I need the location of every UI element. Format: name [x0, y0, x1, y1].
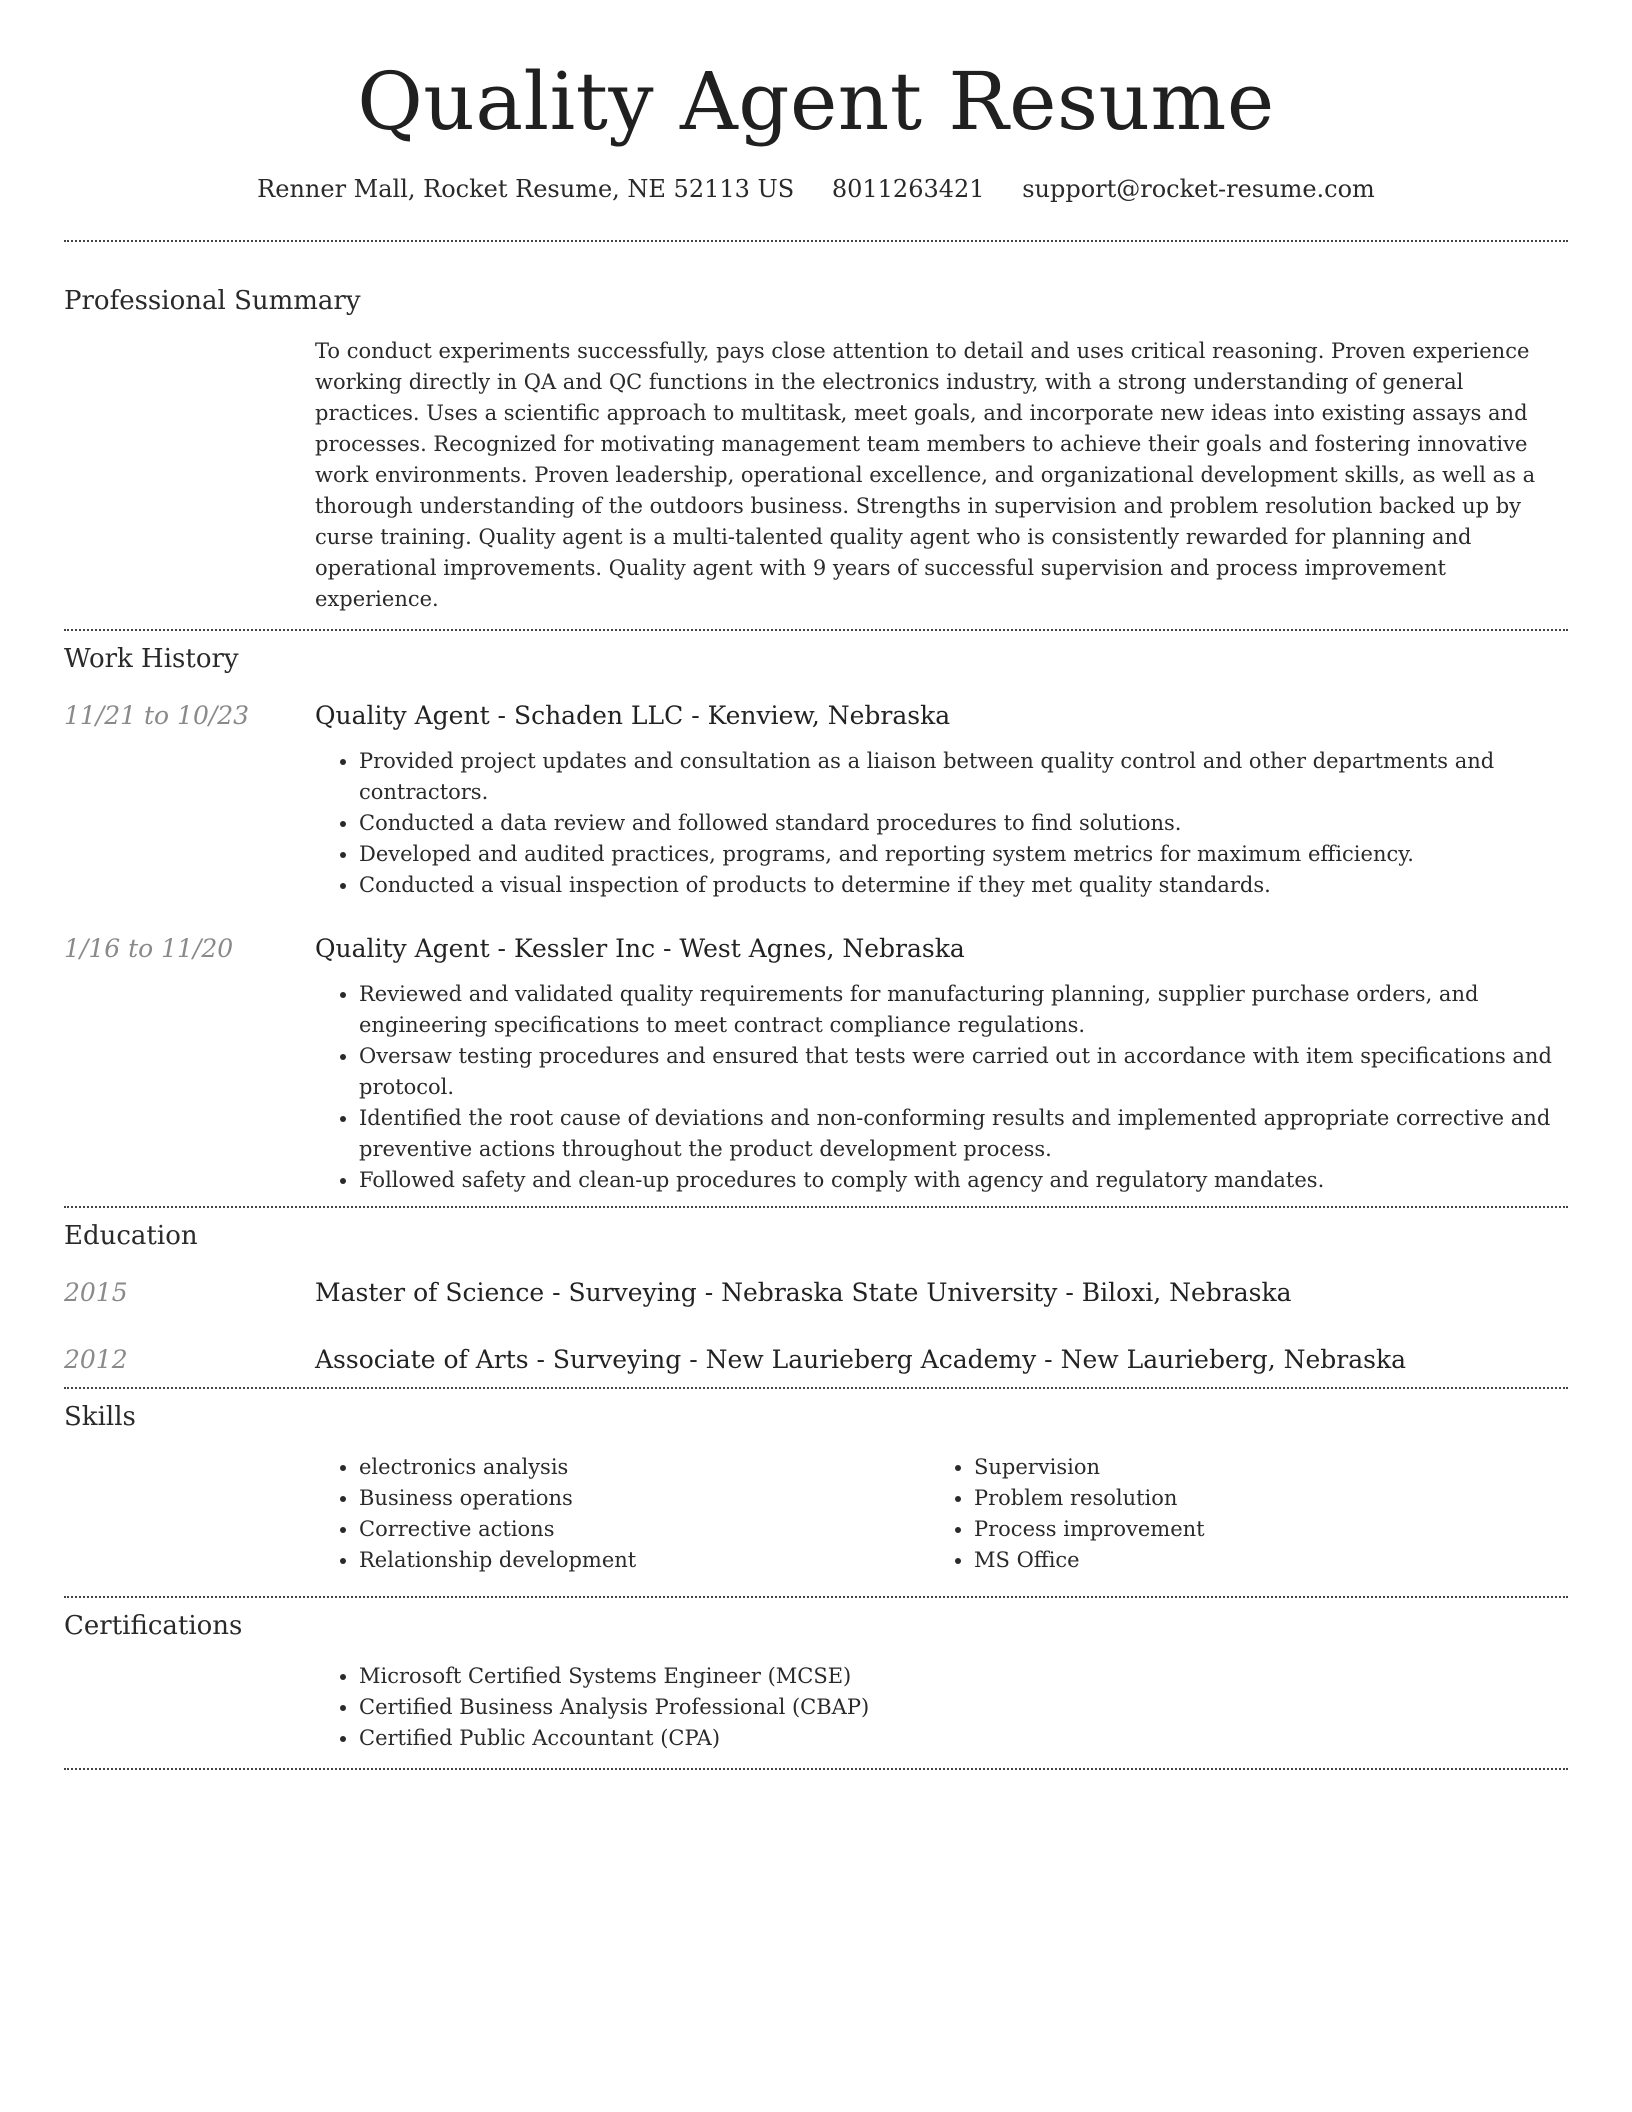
list-item: • Conducted a visual inspection of products to determine if they met quality standards.: [359, 870, 1568, 901]
job-entry: [64, 699, 1568, 901]
skills-grid: [315, 1452, 1568, 1576]
page-title: Quality Agent Resume: [357, 55, 1275, 148]
list-item: • Provided project updates and consultation as a liaison between quality control and other departments and contractors.: [359, 746, 1568, 808]
skills-column-1: [315, 1452, 930, 1576]
list-item: • Microsoft Certified Systems Engineer (MCSE): [359, 1661, 1568, 1692]
job-title: Quality Agent - Schaden LLC - Kenview, Nebraska: [315, 701, 951, 730]
education-section: [64, 1208, 1568, 1387]
skills-column-2: [930, 1452, 1545, 1576]
job-title: Quality Agent - Kessler Inc - West Agnes, Nebraska: [315, 934, 965, 963]
list-item: • electronics analysis: [359, 1452, 930, 1483]
list-item: • Certified Business Analysis Professional (CBAP): [359, 1692, 1568, 1723]
education-degree: Master of Science - Surveying - Nebraska State University - Biloxi, Nebraska: [315, 1278, 1292, 1307]
work-history-section: [64, 631, 1568, 1206]
education-year: 2015: [64, 1278, 128, 1307]
contact-email: support@rocket-resume.com: [1022, 175, 1375, 203]
education-degree: Associate of Arts - Surveying - New Laurieberg Academy - New Laurieberg, Nebraska: [315, 1345, 1407, 1374]
contact-line: [64, 172, 1568, 206]
job-entry: [64, 932, 1568, 1196]
job-dates: 1/16 to 11/20: [64, 934, 234, 963]
summary-heading: Professional Summary: [64, 286, 361, 316]
contact-address: Renner Mall, Rocket Resume, NE 52113 US: [257, 175, 795, 203]
certifications-heading: Certifications: [64, 1611, 243, 1641]
list-item: • Reviewed and validated quality requirements for manufacturing planning, supplier purchase orders, and engineering specifications to meet contract compliance regulations.: [359, 979, 1568, 1041]
list-item: • Followed safety and clean-up procedures to comply with agency and regulatory mandates.: [359, 1165, 1568, 1196]
contact-phone: 8011263421: [831, 175, 985, 203]
education-entry: [64, 1343, 1568, 1377]
certifications-section: [64, 1598, 1568, 1768]
list-item: • Business operations: [359, 1483, 930, 1514]
education-year: 2012: [64, 1345, 128, 1374]
education-entry: [64, 1276, 1568, 1310]
work-history-heading: Work History: [64, 644, 239, 674]
job-dates: 11/21 to 10/23: [64, 701, 250, 730]
divider: [64, 1768, 1568, 1770]
list-item: • MS Office: [974, 1545, 1545, 1576]
skills-heading: Skills: [64, 1402, 136, 1432]
summary-section: [64, 242, 1568, 629]
list-item: • Conducted a data review and followed standard procedures to find solutions.: [359, 808, 1568, 839]
list-item: • Process improvement: [974, 1514, 1545, 1545]
certifications-list: [315, 1661, 1568, 1754]
summary-text: To conduct experiments successfully, pays close attention to detail and uses critical reasoning. Proven experience working directly in QA and QC functions in the electronics industry, with a strong understanding of general practices. Uses a scientific approach to multitask, meet goals, and incorporate new ideas into existing assays and processes. Recognized for motivating management team members to achieve their goals and fostering innovative work environments. Proven leadership, operational excellence, and organizational development skills, as well as a thorough understanding of the outdoors business. Strengths in supervision and problem resolution backed up by curse training. Quality agent is a multi-talented quality agent who is consistently rewarded for planning and operational improvements. Quality agent with 9 years of successful supervision and process improvement experience.: [315, 339, 1536, 611]
list-item: • Developed and audited practices, programs, and reporting system metrics for maximum efficiency.: [359, 839, 1568, 870]
list-item: • Oversaw testing procedures and ensured that tests were carried out in accordance with item specifications and protocol.: [359, 1041, 1568, 1103]
list-item: • Certified Public Accountant (CPA): [359, 1723, 1568, 1754]
list-item: • Supervision: [974, 1452, 1545, 1483]
skills-section: [64, 1389, 1568, 1596]
list-item: • Identified the root cause of deviations and non-conforming results and implemented appropriate corrective and preventive actions throughout the product development process.: [359, 1103, 1568, 1165]
list-item: • Problem resolution: [974, 1483, 1545, 1514]
education-heading: Education: [64, 1221, 198, 1251]
job-bullets: [315, 746, 1568, 901]
list-item: • Relationship development: [359, 1545, 930, 1576]
list-item: • Corrective actions: [359, 1514, 930, 1545]
job-bullets: [315, 979, 1568, 1196]
